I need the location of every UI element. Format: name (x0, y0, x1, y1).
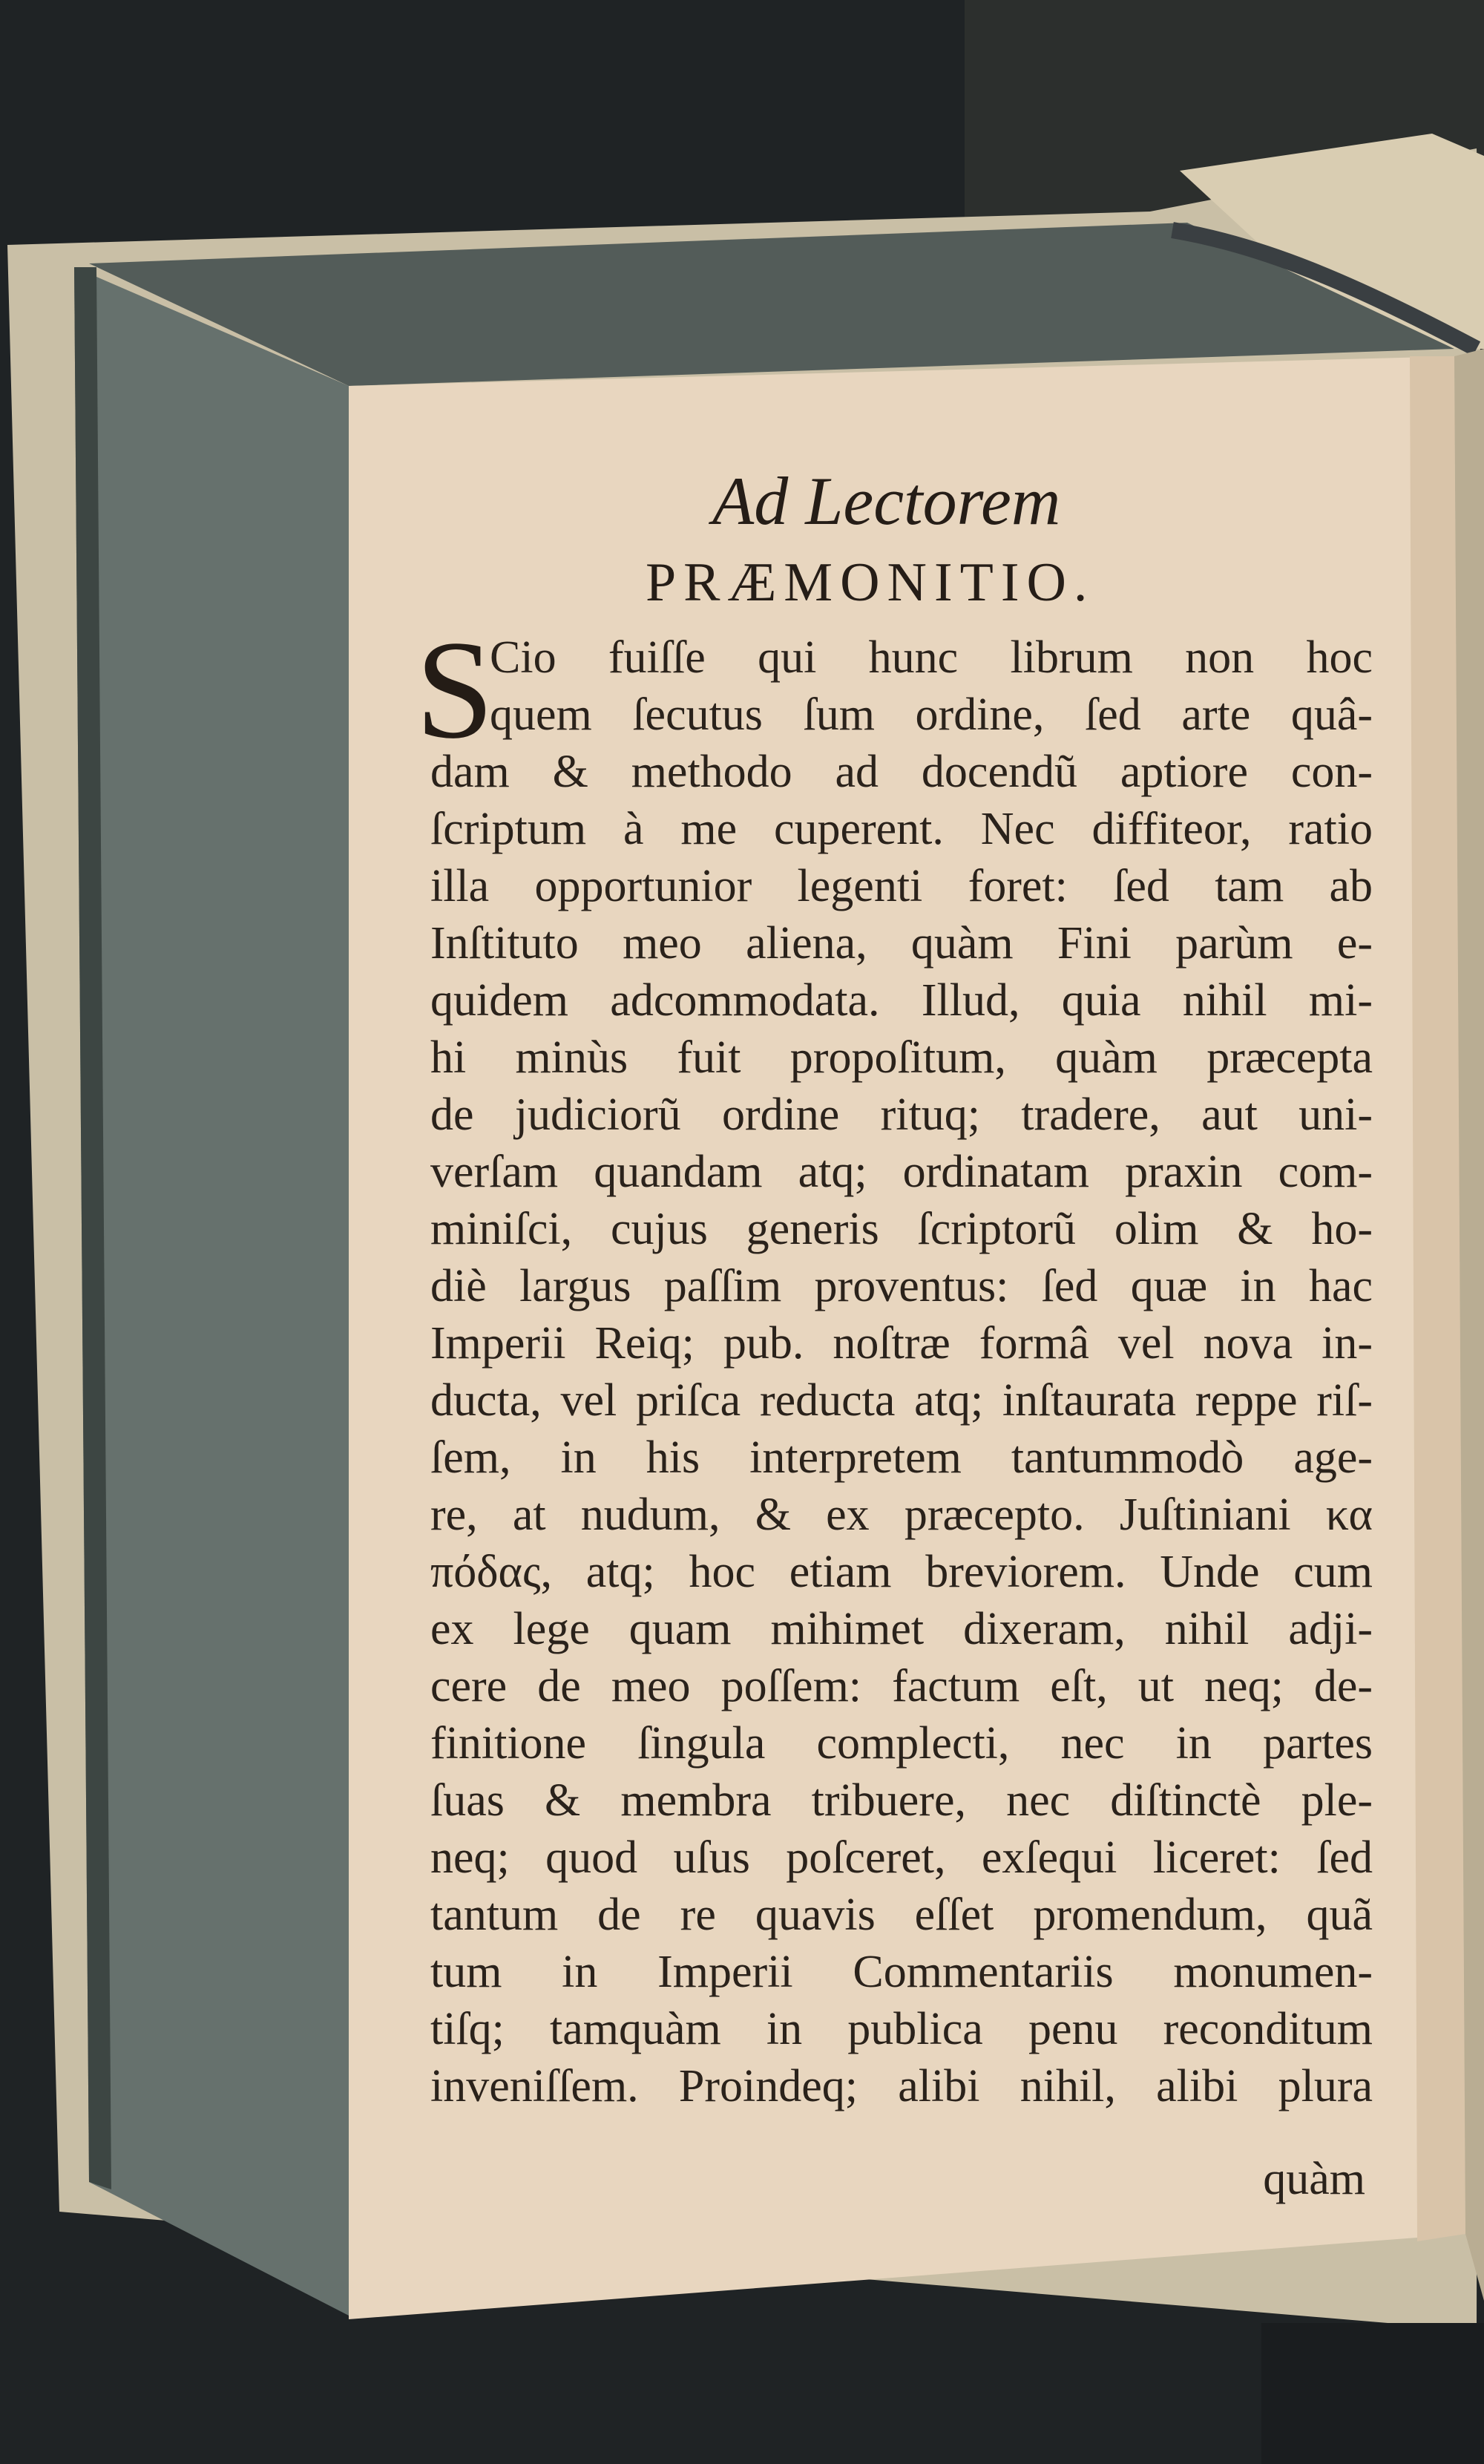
text-line: de judiciorũ ordine rituq; tradere, aut uni- (430, 1090, 1373, 1140)
text-line: neq; quod uſus poſceret, exſequi liceret: ſed (430, 1832, 1373, 1883)
text-line: dam & methodo ad docendũ aptiore con- (430, 747, 1373, 797)
text-line: ex lege quam mihimet dixeram, nihil adji- (430, 1604, 1373, 1654)
text-line: tiſq; tamquàm in publica penu reconditum (430, 2004, 1373, 2054)
text-line: ducta, vel priſca reducta atq; inſtaurata reppe riſ- (430, 1375, 1373, 1426)
catchword: quàm (1263, 2154, 1365, 2204)
text-line: Cio fuiſſe qui hunc librum non hoc (490, 632, 1373, 683)
page-text-block (416, 460, 1380, 2256)
page-side-edges (74, 267, 349, 2316)
text-line: πόδας, atq; hoc etiam breviorem. Unde cum (430, 1547, 1373, 1597)
text-line: cere de meo poſſem: factum eſt, ut neq; de- (430, 1661, 1373, 1711)
text-line: re, at nudum, & ex præcepto. Juſtiniani κα (430, 1490, 1373, 1540)
text-line: tantum de re quavis eſſet promendum, quã (430, 1890, 1373, 1940)
drop-cap-initial: S (416, 612, 494, 768)
text-line: ſem, in his interpretem tantummodò age- (430, 1432, 1373, 1483)
text-line: inveniſſem. Proindeq; alibi nihil, alibi plura (430, 2061, 1373, 2111)
running-head: Ad Lectorem (712, 463, 1061, 539)
text-line: tum in Imperii Commentariis monumen- (430, 1947, 1373, 1997)
text-line: illa opportunior legenti foret: ſed tam ab (430, 861, 1373, 911)
text-line: quem ſecutus ſum ordine, ſed arte quâ- (490, 689, 1373, 740)
bottom-shadow (1261, 2323, 1484, 2464)
text-line: diè largus paſſim proventus: ſed quæ in hac (430, 1261, 1373, 1311)
text-line: Inſtituto meo aliena, quàm Fini parùm e- (430, 918, 1373, 969)
section-title: PRÆMONITIO. (646, 552, 1095, 613)
text-line: ſcriptum à me cuperent. Nec diffiteor, ratio (430, 804, 1373, 854)
text-line: verſam quandam atq; ordinatam praxin com- (430, 1147, 1373, 1197)
text-line: ſuas & membra tribuere, nec diſtinctè ple- (430, 1775, 1373, 1826)
text-line: miniſci, cujus generis ſcriptorũ olim & ho- (430, 1204, 1373, 1254)
text-line: quidem adcommodata. Illud, quia nihil mi- (430, 975, 1373, 1026)
text-line: finitione ſingula complecti, nec in partes (430, 1718, 1373, 1769)
text-line: hi minùs fuit propoſitum, quàm præcepta (430, 1032, 1373, 1083)
text-line: Imperii Reiq; pub. noſtræ formâ vel nova in- (430, 1318, 1373, 1369)
